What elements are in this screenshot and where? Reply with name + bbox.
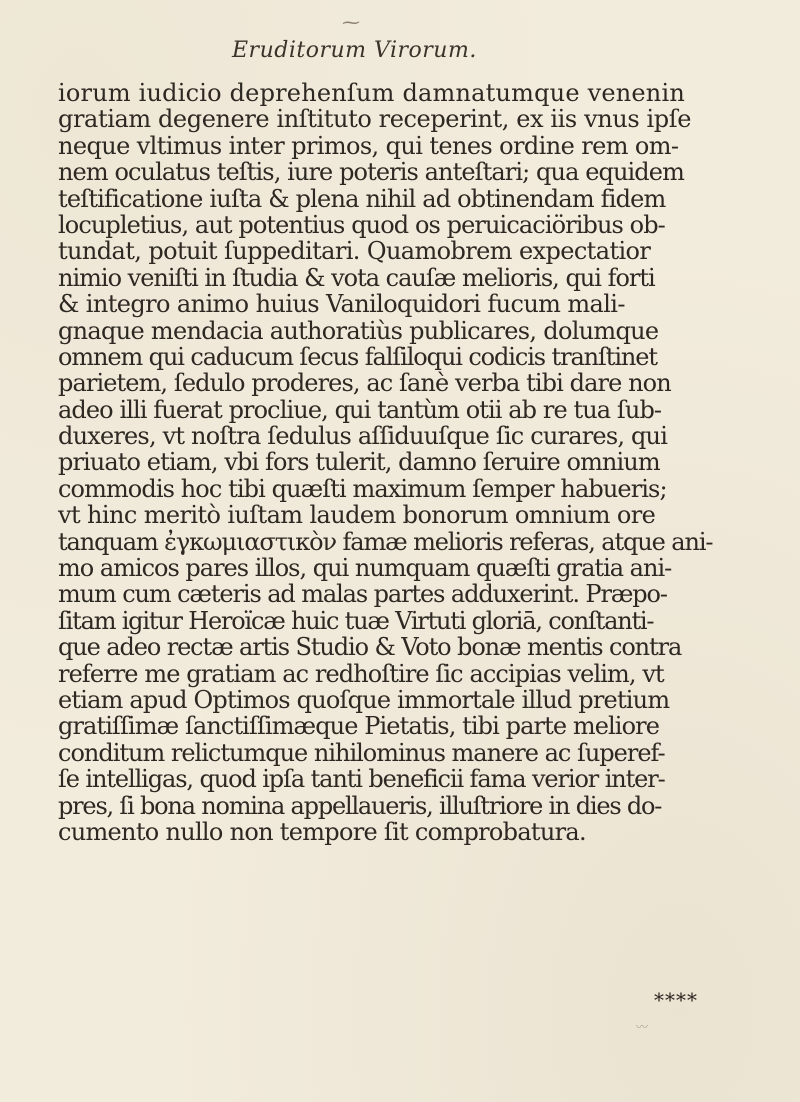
text-line: neque vltimus inter primos, qui tenes ordine rem om- [58, 131, 679, 160]
text-line: mo amicos pares illos, qui numquam quæſti gratia ani- [58, 554, 672, 583]
text-line: adeo illi fuerat procliue, qui tantùm otii ab re tua ſub- [58, 395, 662, 424]
text-line: mum cum cæteris ad malas partes adduxerint. Præpo- [58, 580, 667, 609]
text-line: teſtificatione iuſta & plena nihil ad obtinendam fidem [58, 184, 666, 213]
text-line: que adeo rectæ artis Studio & Voto bonæ mentis contra [58, 633, 682, 662]
text-line: tundat, potuit ſuppeditari. Quamobrem expectatior [58, 237, 651, 266]
text-line: gnaque mendacia authoratiùs publicares, dolumque [58, 316, 659, 345]
text-line: ſitam igitur Heroïcæ huic tuæ Virtuti gloriā, conſtanti- [58, 606, 654, 635]
text-line: nem oculatus teſtis, iure poteris anteſtari; qua equidem [58, 158, 684, 187]
pencil-mark-icon: 〰 [636, 1020, 649, 1034]
text-line: commodis hoc tibi quæſti maximum ſemper habueris; [58, 474, 667, 503]
text-line: gratiam degenere inſtituto receperint, ex iis vnus ipſe [58, 105, 692, 134]
text-line: conditum relictumque nihilominus manere ac ſuperef- [58, 738, 665, 767]
text-line: duxeres, vt noſtra ſedulus aſſiduuſque ſic curares, qui [58, 422, 668, 451]
text-line: gratiſſimæ ſanctiſſimæque Pietatis, tibi parte meliore [58, 712, 659, 741]
running-head: Eruditorum Virorum. [232, 38, 477, 63]
text-line: parietem, ſedulo proderes, ac ſanè verba tibi dare non [58, 369, 671, 398]
asterism-ornament: **** [654, 988, 698, 1012]
text-line: ſe intelligas, quod ipſa tanti beneficii fama verior inter- [58, 765, 665, 794]
text-line: etiam apud Optimos quoſque immortale illud pretium [58, 685, 670, 714]
flourish-ornament-icon: ⁓ [342, 12, 360, 33]
text-line: & integro animo huius Vaniloquidori fucum mali- [58, 290, 625, 319]
text-line: tanquam ἐγκωμιαστικὸν famæ melioris referas, atque ani- [58, 527, 713, 556]
body-text [58, 80, 758, 845]
text-line: iorum iudicio deprehenſum damnatumque venenin [58, 79, 685, 107]
text-line: pres, ſi bona nomina appellaueris, illuſtriore in dies do- [58, 791, 662, 820]
text-line: priuato etiam, vbi fors tulerit, damno ſeruire omnium [58, 448, 660, 477]
text-line: nimio veniſti in ſtudia & vota cauſæ melioris, qui forti [58, 263, 655, 292]
text-line: referre me gratiam ac redhoſtire ſic accipias velim, vt [58, 659, 664, 688]
text-line: locupletius, aut potentius quod os peruicaciöribus ob- [58, 210, 665, 239]
text-line: vt hinc meritò iuſtam laudem bonorum omnium ore [58, 501, 656, 530]
text-line: omnem qui caducum ſecus falſiloqui codicis tranſtinet [58, 342, 657, 371]
text-line: cumento nullo non tempore ſit comprobatura. [58, 817, 586, 846]
